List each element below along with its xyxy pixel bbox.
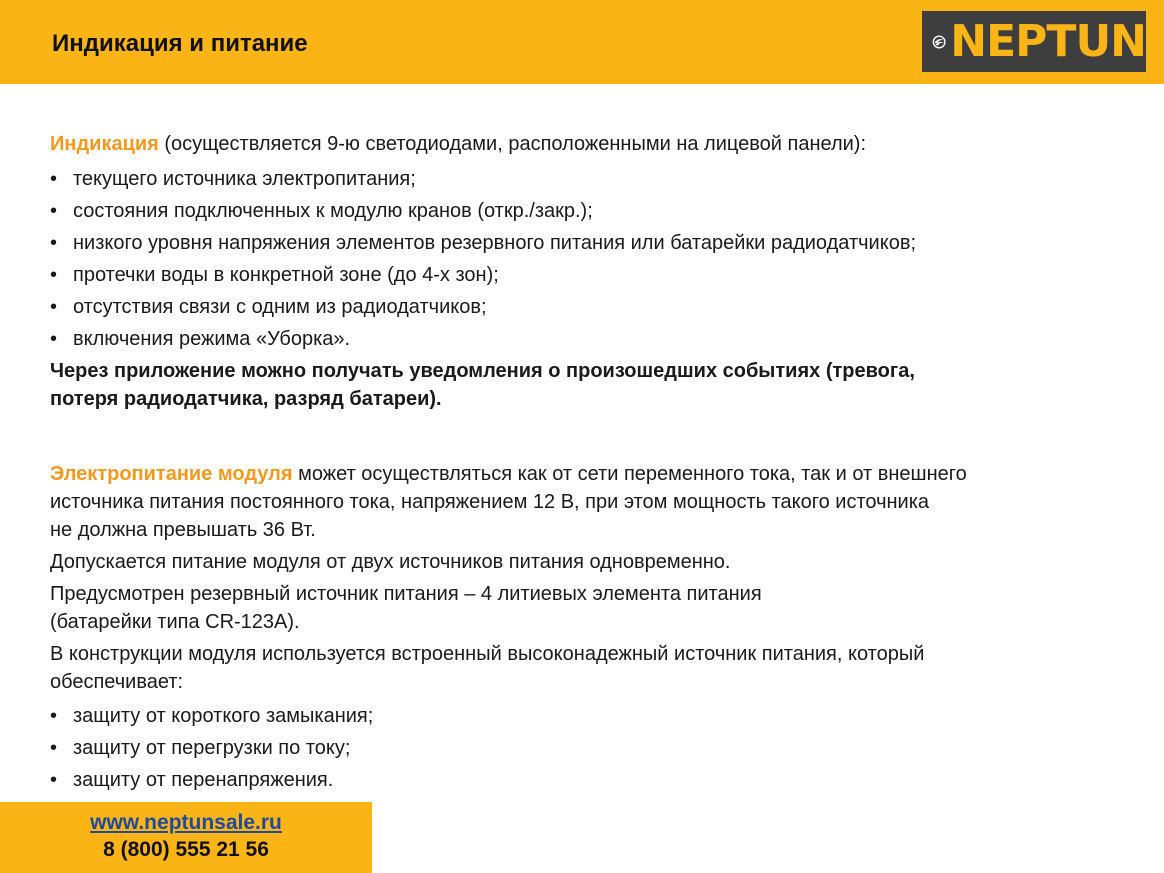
list-item-text: текущего источника электропитания; [73,168,416,190]
list-item [50,291,1130,323]
indication-heading: Индикация [50,133,159,155]
neptun-wave-icon [932,21,946,63]
bullet-icon: • [50,168,58,190]
dual-source-paragraph: Допускается питание модуля от двух источников питания одновременно. [50,551,731,573]
builtin-power-paragraph [50,640,1130,696]
power-text-line: источника питания постоянного тока, напряжением 12 В, при этом мощность такого источника [50,491,930,513]
list-item-text: защиту от короткого замыкания; [73,705,374,727]
power-text-line: не должна превышать 36 Вт. [50,519,316,541]
list-item [50,195,1130,227]
backup-text-line: (батарейки типа CR-123A). [50,611,300,633]
header-bar [0,0,1164,84]
bullet-icon: • [50,737,58,759]
backup-text-line: Предусмотрен резервный источник питания – 4 литиевых элемента питания [50,583,762,605]
contact-footer [0,802,372,873]
list-item [50,259,1130,291]
list-item [50,163,1130,195]
bullet-icon: • [50,705,58,727]
list-item [50,700,1130,732]
protection-list [50,700,1130,796]
list-item [50,323,1130,355]
app-notification-note [50,357,1130,413]
bullet-icon: • [50,328,58,350]
neptun-logo [922,11,1146,72]
list-item [50,764,1130,796]
power-heading: Электропитание модуля [50,463,293,485]
builtin-text-line: В конструкции модуля используется встроенный высоконадежный источник питания, который [50,643,925,665]
bullet-icon: • [50,200,58,222]
indication-intro-text: (осуществляется 9-ю светодиодами, расположенными на лицевой панели): [158,133,867,155]
note-line: Через приложение можно получать уведомления о произошедших событиях (тревога, [50,360,915,382]
bullet-icon: • [50,296,58,318]
list-item-text: низкого уровня напряжения элементов резервного питания или батарейки радиодатчиков; [73,232,916,254]
section-spacer [50,413,1130,460]
indication-list [50,163,1130,355]
bullet-icon: • [50,232,58,254]
list-item-text: протечки воды в конкретной зоне (до 4-х зон); [73,264,499,286]
power-text-line: может осуществляться как от сети переменного тока, так и от внешнего [292,463,967,485]
power-paragraph [50,460,1130,544]
logo-wordmark: NEPTUN [950,15,1146,67]
list-item-text: отсутствия связи с одним из радиодатчиков; [73,296,487,318]
main-content [50,130,1130,796]
bullet-icon: • [50,264,58,286]
list-item-text: защиту от перенапряжения. [73,769,334,791]
website-link[interactable]: www.neptunsale.ru [90,811,282,834]
phone-number: 8 (800) 555 21 56 [103,838,269,861]
builtin-text-line: обеспечивает: [50,671,184,693]
bullet-icon: • [50,769,58,791]
backup-power-paragraph [50,580,1130,636]
list-item-text: включения режима «Уборка». [73,328,351,350]
list-item [50,227,1130,259]
list-item [50,732,1130,764]
list-item-text: состояния подключенных к модулю кранов (откр./закр.); [73,200,593,222]
list-item-text: защиту от перегрузки по току; [73,737,351,759]
page-title: Индикация и питание [52,30,308,57]
note-line: потеря радиодатчика, разряд батареи). [50,388,442,410]
indication-intro [50,130,1130,159]
